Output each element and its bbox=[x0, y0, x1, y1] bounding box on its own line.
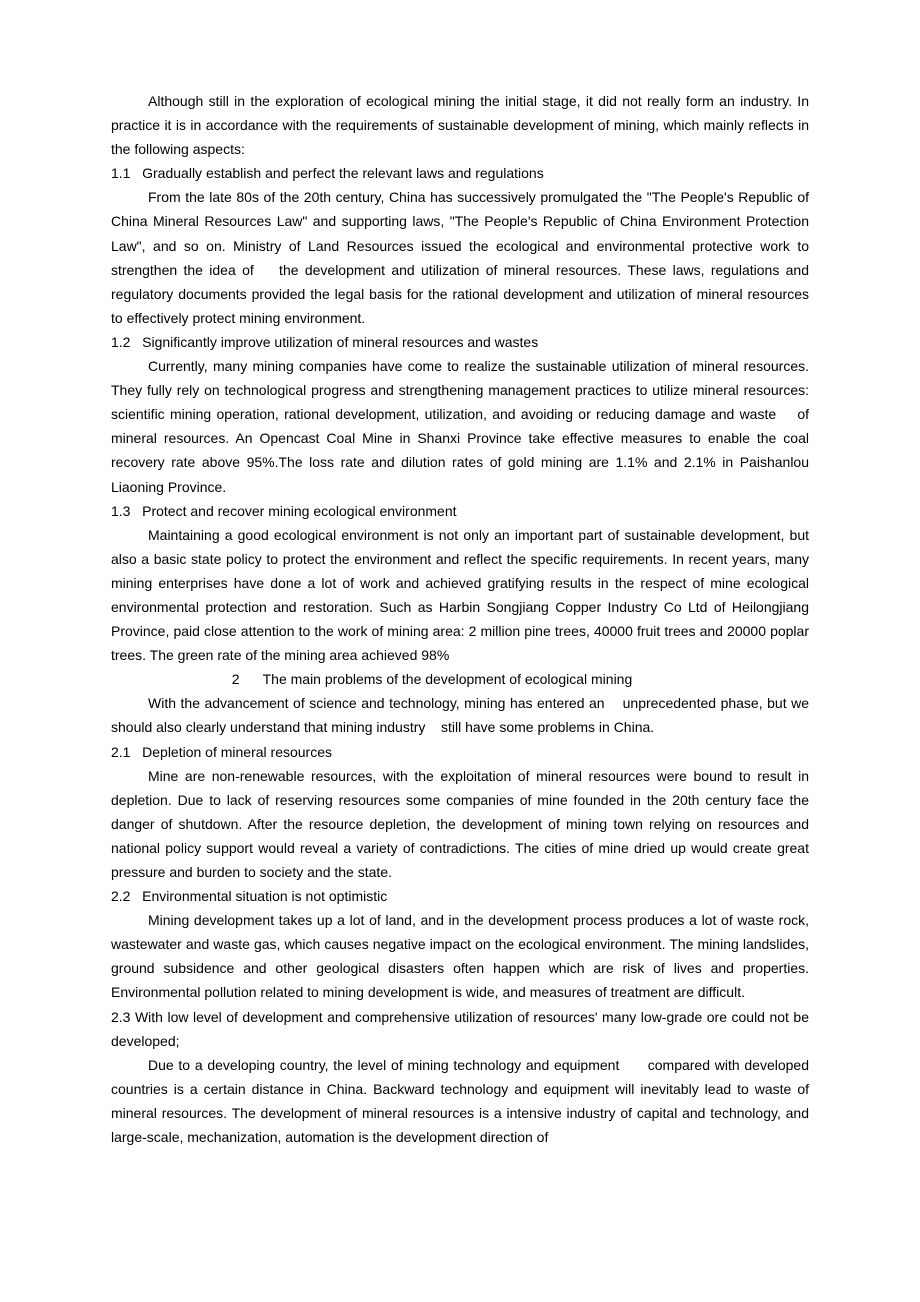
document-page bbox=[111, 89, 825, 1149]
heading-2-1: 2.1 Depletion of mineral resources bbox=[111, 743, 332, 760]
section-2-title: 2 The main problems of the development of ecological mining bbox=[231, 671, 633, 688]
heading-1-2: 1.2 Significantly improve utilization of mineral resources and wastes bbox=[111, 333, 539, 350]
paragraph-1-1: From the late 80s of the 20th century, China has successively promulgated the "The People's Republic of China Mineral Resources Law" and supporting laws, "The People's Republic of China Environment Protection Law", and so on. Ministry of Land Resources issued the ecological and environmental protective work to strengthen the idea of the development and utilization of mineral resources. These laws, regulations and regulatory documents provided the legal basis for the rational development and utilization of mineral resources to effectively protect mining environment. bbox=[111, 189, 813, 326]
paragraph-1-2: Currently, many mining companies have come to realize the sustainable utilization of mineral resources. They fully rely on technological progress and strengthening management practices to utilize mineral resources: scientific mining operation, rational development, utilization, and avoiding or reducing damage and waste of mineral resources. An Opencast Coal Mine in Shanxi Province take effective measures to enable the coal recovery rate above 95%.The loss rate and dilution rates of gold mining are 1.1% and 2.1% in Paishanlou Liaoning Province. bbox=[111, 358, 813, 495]
paragraph-2-2: Mining development takes up a lot of land, and in the development process produces a lot of waste rock, wastewater and waste gas, which causes negative impact on the ecological environment. The mining landslides, ground subsidence and other geological disasters often happen which are risk of lives and properties. Environmental pollution related to mining development is wide, and measures of treatment are difficult. bbox=[111, 912, 825, 1001]
paragraph-2: With the advancement of science and technology, mining has entered an unprecedented phase, but we should also clearly understand that mining industry still have some problems in China. bbox=[111, 695, 813, 736]
heading-1-1: 1.1 Gradually establish and perfect the relevant laws and regulations bbox=[111, 165, 544, 182]
paragraph-1-3: Maintaining a good ecological environment is not only an important part of sustainable development, but also a basic state policy to protect the environment and reflect the specific requirements. In recent years, many mining enterprises have done a lot of work and achieved gratifying results in the respect of mine ecological environmental protection and restoration. Such as Harbin Songjiang Copper Industry Co Ltd of Heilongjiang Province, paid close attention to the work of mining area: 2 million pine trees, 40000 fruit trees and 20000 poplar trees. The green rate of the mining area achieved 98% bbox=[111, 526, 825, 664]
heading-2-3: 2.3 With low level of development and comprehensive utilization of resources' many low-grade ore could not be developed; bbox=[111, 1008, 809, 1049]
paragraph-2-1: Mine are non-renewable resources, with the exploitation of mineral resources were bound to result in depletion. Due to lack of reserving resources some companies of mine founded in the 20th century face the danger of shutdown. After the resource depletion, the development of mining town relying on resources and national policy support would reveal a variety of contradictions. The cities of mine dried up would create great pressure and burden to society and the state. bbox=[111, 767, 809, 880]
intro-paragraph: Although still in the exploration of ecological mining the initial stage, it did not really form an industry. In practice it is in accordance with the requirements of sustainable development of mining, which mainly reflects in the following aspects: bbox=[111, 93, 809, 158]
paragraph-2-3: Due to a developing country, the level of mining technology and equipment compared with developed countries is a certain distance in China. Backward technology and equipment will inevitably lead to waste of mineral resources. The development of mineral resources is a intensive industry of capital and technology, and large-scale, mechanization, automation is the development direction of bbox=[111, 1056, 813, 1146]
heading-1-3: 1.3 Protect and recover mining ecological environment bbox=[111, 502, 457, 519]
heading-2-2: 2.2 Environmental situation is not optimistic bbox=[111, 888, 388, 905]
